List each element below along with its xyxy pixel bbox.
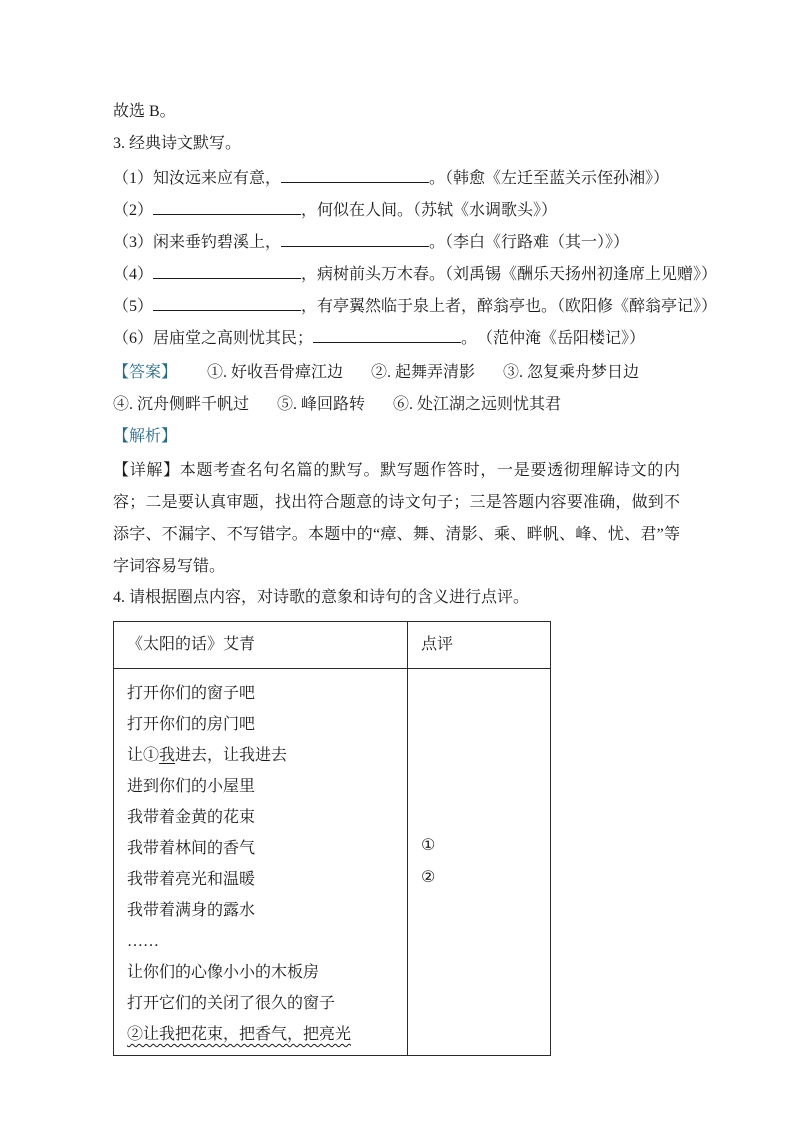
poem-line [127, 864, 401, 895]
poem-text: 让你们的心像小小的木板房 [127, 964, 320, 981]
detail-text: 本题考查名句名篇的默写。默写题作答时，一是要透彻理解诗文的内容；二是要认真审题，找出符合题意的诗文句子；三是答题内容要准确，做到不添字、不漏字、不写错字。本题中的“瘴、舞、清影、乘、畔帆、峰、忧、君”等字词容易写错。 [113, 462, 680, 575]
comment-cell [408, 669, 551, 1056]
detail-paragraph [113, 455, 680, 583]
conclusion-text: 故选 B。 [113, 103, 176, 120]
poem-title-header: 《太阳的话》艾青 [114, 622, 408, 669]
dictation-item-list [113, 163, 718, 355]
poem-line [127, 833, 401, 864]
answer-item: ⑥. 处江湖之远则忧其君 [393, 396, 562, 413]
answer-blank [281, 231, 429, 247]
answer-blank [153, 199, 301, 215]
poem-line [127, 988, 401, 1019]
poem-text: 进去，让我进去 [175, 747, 288, 764]
poem-line [127, 895, 401, 926]
poem-table [113, 621, 551, 1056]
comment-header: 点评 [408, 622, 551, 669]
poem-line [127, 926, 401, 957]
answer-item: ②. 起舞弄清影 [371, 364, 476, 381]
answer-blank [281, 167, 429, 183]
poem-line [127, 802, 401, 833]
dictation-pre-text: （4） [113, 266, 154, 283]
dictation-pre-text: （3）闲来垂钓碧溪上， [113, 234, 282, 251]
dictation-pre-text: （5） [113, 298, 154, 315]
answer-label: 【答案】 [113, 364, 178, 381]
comment-marker: ① [421, 837, 436, 854]
question-3-title: 3. 经典诗文默写。 [113, 135, 242, 152]
dictation-post-text: ，何似在人间。（苏轼《水调歌头》） [301, 202, 558, 219]
dictation-item [113, 259, 718, 291]
answer-item: ⑤. 峰回路转 [277, 396, 366, 413]
answer-blank [313, 327, 461, 343]
comment-marker: ② [421, 869, 436, 886]
dictation-pre-text: （2） [113, 202, 154, 219]
poem-text: …… [127, 933, 159, 950]
annotated-text: ②让我把花束，把香气，把亮光 [127, 1026, 352, 1043]
dictation-item [113, 195, 680, 227]
dictation-post-text: ，病树前头万木春。（刘禹锡《酬乐天扬州初逢席上见赠》） [301, 266, 718, 283]
poem-text: 进到你们的小屋里 [127, 778, 256, 795]
poem-line [127, 1019, 401, 1050]
question-4-title: 4. 请根据圈点内容，对诗歌的意象和诗句的含义进行点评。 [113, 589, 530, 606]
answer-item: ③. 忽复乘舟梦日边 [503, 364, 640, 381]
dictation-post-text: 。（韩愈《左迁至蓝关示侄孙湘》） [429, 170, 670, 187]
answer-item: ④. 沉舟侧畔千帆过 [113, 396, 250, 413]
dictation-item [113, 163, 680, 195]
answer-line [113, 357, 680, 421]
poem-text: 我带着亮光和温暖 [127, 871, 256, 888]
poem-text: 让① [127, 747, 160, 764]
detail-label: 【详解】 [113, 462, 180, 479]
poem-line [127, 709, 401, 740]
dictation-item [113, 323, 680, 355]
analysis-label: 【解析】 [113, 428, 178, 445]
answer-blank [153, 295, 301, 311]
poem-line [127, 957, 401, 988]
answer-blank [153, 263, 301, 279]
poem-text: 打开你们的窗子吧 [127, 685, 256, 702]
dictation-item [113, 227, 680, 259]
poem-text: 打开它们的关闭了很久的窗子 [127, 995, 336, 1012]
poem-line [127, 678, 401, 709]
dictation-pre-text: （1）知汝远来应有意， [113, 170, 282, 187]
answer-items [113, 364, 667, 413]
analysis-label-line [113, 421, 680, 453]
dictation-post-text: ，有亭翼然临于泉上者，醉翁亭也。（欧阳修《醉翁亭记》） [301, 298, 718, 315]
poem-cell [114, 669, 408, 1056]
dictation-post-text: 。 （范仲淹《岳阳楼记》） [461, 330, 646, 347]
answer-item: ①. 好收吾骨瘴江边 [207, 364, 344, 381]
annotated-text: 我 [159, 747, 176, 764]
poem-text: 我带着林间的香气 [127, 840, 256, 857]
poem-text: 打开你们的房门吧 [127, 716, 256, 733]
dictation-item [113, 291, 718, 323]
poem-table-header-row [114, 622, 551, 669]
poem-table-body-row [114, 669, 551, 1056]
poem-text: 我带着满身的露水 [127, 902, 256, 919]
dictation-pre-text: （6）居庙堂之高则忧其民； [113, 330, 314, 347]
poem-line [127, 771, 401, 802]
poem-line [127, 740, 401, 771]
dictation-post-text: 。（李白《行路难（其一）》） [429, 234, 630, 251]
poem-text: 我带着金黄的花束 [127, 809, 256, 826]
